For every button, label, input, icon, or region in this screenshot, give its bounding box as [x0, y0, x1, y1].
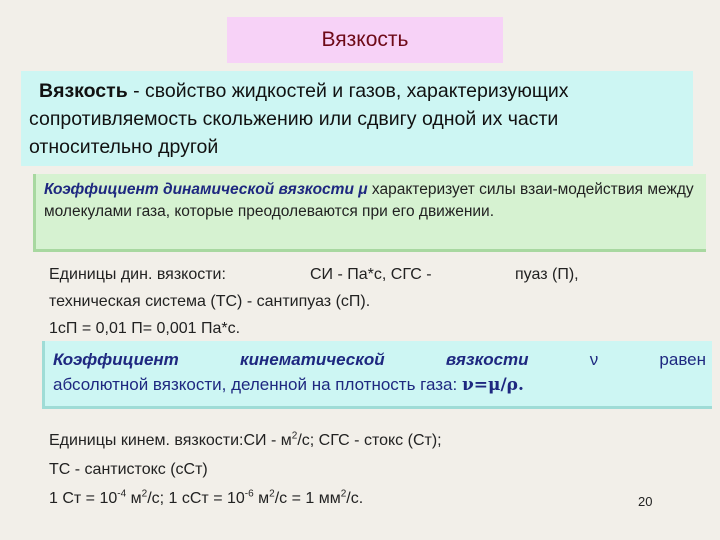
definition-text: - свойство жидкостей и газов, характеризующих сопротивляемость скольжению или сдвигу одной их части относительно другой [29, 80, 569, 158]
slide-title [227, 17, 503, 63]
dynamic-units-poise: пуаз (П), [515, 266, 579, 283]
kinematic-units-line-2: ТС - сантистокс (сСт) [49, 461, 208, 478]
kinematic-formula: ν=μ/ρ. [461, 375, 524, 395]
kinematic-word-3: вязкости [445, 350, 529, 369]
kinematic-units-block [49, 426, 669, 513]
kin-units-l3-e: /с = 1 мм [274, 490, 341, 507]
kinematic-equals-word: равен [659, 350, 706, 369]
kin-units-l3-sup4: 2 [269, 488, 275, 500]
kinematic-word-1: Коэффициент [53, 350, 179, 369]
dynamic-viscosity-box [33, 174, 706, 252]
dynamic-units-technical: техническая система (ТС) - сантипуаз (сП). [49, 293, 371, 310]
dynamic-units-row [49, 261, 669, 288]
kinematic-viscosity-box [42, 341, 712, 409]
kin-units-l3-f: /с. [346, 490, 364, 507]
kinematic-units-line-1 [49, 426, 669, 455]
definition-term: Вязкость [39, 80, 128, 102]
dynamic-units-block [49, 261, 669, 342]
kin-units-l3-sup3: -6 [244, 488, 254, 500]
kinematic-units-line-3 [49, 484, 669, 513]
kinematic-line-2-text: абсолютной вязкости, деленной на плотность газа: [53, 375, 458, 394]
dynamic-text: характеризует силы взаи-модействия между молекулами газа, которые преодолеваются при его движении. [44, 181, 694, 220]
kin-units-l1-sup: 2 [291, 430, 298, 442]
kin-units-l1-b: /с; СГС - стокс (Ст); [297, 432, 442, 449]
definition-box [21, 71, 693, 166]
kin-units-l3-sup2: 2 [141, 488, 148, 500]
kin-units-l3-b: м [126, 490, 142, 507]
kin-units-l3-sup1: -4 [117, 488, 127, 500]
slide-title-text: Вязкость [321, 28, 409, 51]
dynamic-units-si-cgs: СИ - Па*с, СГС - [310, 266, 432, 283]
dynamic-units-conversion: 1сП = 0,01 П= 0,001 Па*с. [49, 320, 241, 337]
dynamic-term: Коэффициент динамической вязкости [44, 181, 354, 198]
kin-units-l3-sup5: 2 [340, 488, 347, 500]
kin-units-l1-a: Единицы кинем. вязкости:СИ - м [49, 432, 292, 449]
dynamic-units-lead: Единицы дин. вязкости: [49, 266, 226, 283]
kinematic-line-2 [53, 372, 706, 398]
kinematic-line-1 [53, 347, 706, 372]
kin-units-l3-d: м [253, 490, 270, 507]
kinematic-word-2: кинематической [239, 350, 385, 369]
mu-symbol: μ [358, 181, 368, 198]
kin-units-l3-a: 1 Ст = 10 [49, 490, 118, 507]
kin-units-l3-c: /с; 1 сСт = 10 [147, 490, 245, 507]
page-number: 20 [638, 494, 653, 509]
nu-symbol: ν [589, 350, 599, 369]
